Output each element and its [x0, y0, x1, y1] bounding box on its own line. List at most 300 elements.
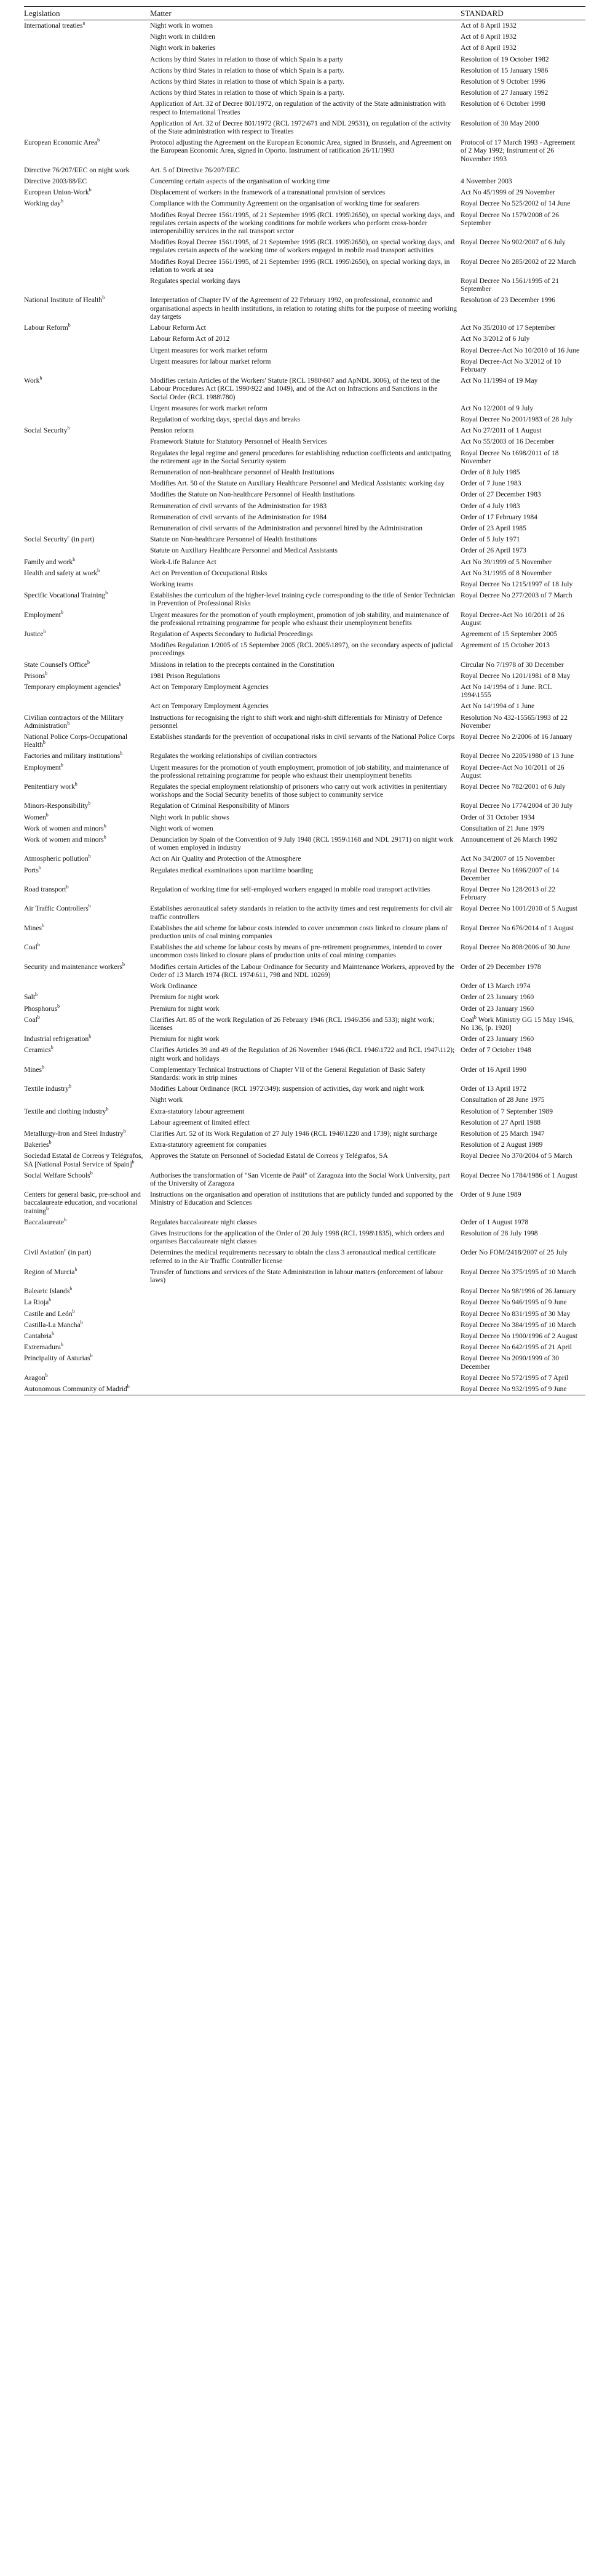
table-body	[24, 20, 585, 1395]
standard-cell: Royal Decree No 277/2003 of 7 March	[461, 591, 572, 600]
matter-cell: Urgent measures for the promotion of youth employment, promotion of job stability, and maintenance of the professional retraining programme for people who exhaust their unemployment benefits	[150, 610, 449, 627]
standard-cell: Resolution of 28 July 1998	[461, 1229, 538, 1237]
legislation-cell	[24, 237, 150, 256]
matter-cell: Concerning certain aspects of the organisation of working time	[150, 177, 330, 186]
footnote-marker: b	[68, 322, 71, 329]
table-row	[24, 322, 585, 333]
standard-cell: Royal Decree No 1774/2004 of 30 July	[461, 802, 573, 810]
footnote-marker: b	[60, 1342, 63, 1348]
legislation-cell	[24, 523, 150, 534]
footnote-marker: b	[52, 1331, 55, 1337]
matter-cell	[150, 1342, 461, 1353]
footnote-marker: b	[74, 781, 77, 788]
standard-cell: Royal Decree No 902/2007 of 6 July	[461, 238, 566, 247]
table-row	[24, 345, 585, 356]
standard-cell: Order of 29 December 1978	[461, 962, 541, 971]
legislation-cell: Security and maintenance workers$^b$	[24, 961, 125, 971]
standard-cell: Act No 11/1994 of 19 May	[461, 377, 538, 385]
legislation-cell	[24, 65, 150, 76]
footnote-marker: b	[103, 834, 106, 840]
legislation-cell: Phosphorus$^b$	[24, 1003, 60, 1013]
matter-cell	[150, 1297, 461, 1308]
legislation-cell: Ports$^b$	[24, 864, 41, 874]
footnote-marker: b	[106, 1106, 109, 1112]
legislation-cell	[24, 512, 150, 523]
footnote-marker: b	[122, 961, 125, 967]
matter-cell: Modifies Art. 50 of the Statute on Auxiliary Healthcare Personnel and Medical Assistants: working day	[150, 479, 445, 488]
standard-cell: Act No 31/1995 of 8 November	[461, 568, 552, 577]
footnote-marker: b	[41, 923, 44, 929]
table-row	[24, 489, 585, 500]
table-row	[24, 853, 585, 864]
standard-cell: Order of 8 July 1985	[461, 468, 520, 476]
table-row	[24, 1247, 585, 1266]
footnote-marker: b	[73, 556, 76, 562]
standard-cell: Order of 9 June 1989	[461, 1190, 521, 1199]
matter-cell: Regulates the special employment relationship of prisoners who carry out work activities in penitentiary workshops and the Social Security benefits of those subject to community service	[150, 783, 448, 799]
standard-cell: Royal Decree No 572/1995 of 7 April	[461, 1373, 569, 1382]
table-row	[24, 276, 585, 295]
standard-cell: Coal$^b$ Work Ministry GG 15 May 1946, No 136, [p. 1920]	[461, 1014, 574, 1032]
table-row	[24, 356, 585, 375]
footnote-marker: b	[45, 1372, 48, 1378]
footnote-marker: b	[69, 1286, 73, 1292]
legislation-cell: Salt$^b$	[24, 992, 38, 1002]
table-row	[24, 1309, 585, 1320]
legislation-cell	[24, 448, 150, 467]
legislation-cell: Temporary employment agencies$^b$	[24, 682, 122, 691]
footnote-marker: b	[88, 853, 91, 859]
matter-cell: Labour Reform Act	[150, 324, 206, 332]
standard-cell: Consultation of 28 June 1975	[461, 1096, 545, 1104]
standard-cell: Resolution of 30 May 2000	[461, 119, 539, 127]
footnote-marker: b	[123, 1128, 126, 1134]
legislation-cell	[24, 478, 150, 489]
matter-cell	[150, 1320, 461, 1331]
matter-cell: Application of Art. 32 of Decree 801/1972, on regulation of the activity of the State administration with respect to International Treaties	[150, 100, 446, 116]
matter-cell: Statute on Non-healthcare Personnel of Health Institutions	[150, 535, 317, 544]
legislation-cell: National Institute of Health$^b$	[24, 295, 105, 305]
matter-cell: Statute on Auxiliary Healthcare Personnel and Medical Assistants	[150, 546, 338, 555]
standard-cell: Royal Decree No 1561/1995 of 21 September	[461, 277, 560, 293]
matter-cell: Labour Reform Act of 2012	[150, 335, 230, 343]
legislation-cell: Working day$^b$	[24, 198, 63, 208]
legislation-cell: Metallurgy-Iron and Steel Industry$^b$	[24, 1128, 126, 1138]
legislation-cell	[24, 276, 150, 295]
table-row	[24, 1297, 585, 1308]
standard-cell: Royal Decree No 1001/2010 of 5 August	[461, 904, 577, 913]
footnote-marker: b	[60, 609, 63, 615]
matter-cell: Regulates special working days	[150, 277, 240, 285]
table-row	[24, 523, 585, 534]
table-row	[24, 962, 585, 981]
table-row	[24, 1106, 585, 1117]
matter-cell: Authorises the transformation of "San Vicente de Paúl" of Zaragoza into the Social Work University, part of the University of Zaragoza	[150, 1171, 450, 1187]
matter-cell: Remuneration of non-healthcare personnel of Health Institutions	[150, 468, 335, 476]
legislation-cell	[24, 42, 150, 54]
legislation-cell: Social Security$^b$	[24, 425, 70, 435]
matter-cell: Protocol adjusting the Agreement on the European Economic Area, signed in Brussels, and Agreement on the European Economic Area, signed in Oporto. Instrument of ratification 26/11/1993	[150, 138, 452, 155]
matter-cell: Clarifies Art. 52 of its Work Regulation of 27 July 1946 (RCL 1946\1220 and 1739); night surcharge	[150, 1129, 438, 1138]
standard-cell: 4 November 2003	[461, 177, 512, 186]
legislation-cell	[24, 356, 150, 375]
footnote-marker: b	[102, 295, 105, 301]
matter-cell	[150, 1286, 461, 1297]
standard-cell: Announcement of 26 March 1992	[461, 835, 558, 844]
legislation-cell: Cantabria$^b$	[24, 1331, 55, 1340]
table-row	[24, 610, 585, 629]
legislation-cell: Castile and León$^b$	[24, 1308, 75, 1318]
matter-cell: Transfer of functions and services of the State Administration in labour matters (enforcement of labour laws)	[150, 1267, 443, 1284]
table-row	[24, 165, 585, 176]
standard-cell: Act No 27/2011 of 1 August	[461, 426, 542, 435]
footnote-marker: b	[132, 1158, 135, 1165]
standard-cell: Act No 14/1994 of 1 June. RCL 1994\1555	[461, 683, 552, 700]
table-row	[24, 1384, 585, 1395]
table-row	[24, 1353, 585, 1372]
legislation-cell: Mines$^b$	[24, 923, 44, 932]
legislation-cell	[24, 31, 150, 42]
table-row	[24, 1083, 585, 1095]
matter-cell: Modifies Royal Decree 1561/1995, of 21 September 1995 (RCL 1995\2650), on special working days, and regulates certain aspects of the working conditions for mobile workers who perform cross-border interoperability services in the rail transport sector	[150, 210, 455, 236]
footnote-marker: b	[97, 567, 100, 573]
legislation-cell: Road transport$^b$	[24, 884, 69, 894]
standard-cell: Act No 14/1994 of 1 June	[461, 702, 535, 711]
matter-cell: Modifies Royal Decree 1561/1995, of 21 September 1995 (RCL 1995\2650), on special working days, and regulates certain aspects of the working time of workers engaged in mobile road transport activities	[150, 238, 455, 255]
footnote-marker: b	[89, 187, 92, 193]
table-row	[24, 1217, 585, 1228]
standard-cell: Resolution of 19 October 1982	[461, 55, 549, 63]
table-row	[24, 682, 585, 701]
table-row	[24, 478, 585, 489]
legislation-cell: Baccalaureate$^b$	[24, 1216, 66, 1226]
standard-cell: Royal Decree No 1201/1981 of 8 May	[461, 671, 571, 680]
table-row	[24, 534, 585, 545]
legislation-cell: Minors-Responsibility$^b$	[24, 800, 91, 810]
footnote-marker: b	[64, 1216, 66, 1222]
legislation-cell: Specific Vocational Training$^b$	[24, 590, 108, 600]
matter-cell: Modifies Labour Ordinance (RCL 1972\349): suspension of activities, day work and night work	[150, 1085, 424, 1093]
table-row	[24, 210, 585, 237]
matter-cell: Displacement of workers in the framework of a transnational provision of services	[150, 188, 386, 197]
matter-cell: Extra-statutory agreement for companies	[150, 1141, 267, 1149]
legislation-cell	[24, 1228, 150, 1247]
legislation-table	[24, 6, 585, 1395]
standard-cell: Royal Decree No 1215/1997 of 18 July	[461, 580, 573, 588]
standard-cell: Resolution of 2 August 1989	[461, 1141, 543, 1149]
standard-cell: Order No FOM/2418/2007 of 25 July	[461, 1248, 568, 1257]
table-row	[24, 42, 585, 54]
table-row	[24, 923, 585, 942]
legislation-cell: Social Welfare Schools$^b$	[24, 1170, 93, 1179]
matter-cell: Night work in bakeries	[150, 44, 216, 52]
legislation-cell: Women$^b$	[24, 811, 49, 821]
standard-cell: Royal Decree No 128/2013 of 22 February	[461, 885, 556, 902]
matter-cell: Instructions on the organisation and operation of institutions that are publicly funded and supported by the Ministry of Education and Sciences	[150, 1190, 453, 1207]
standard-cell: Order of 27 December 1983	[461, 490, 541, 499]
standard-cell: Protocol of 17 March 1993 - Agreement of 2 May 1992; Instrument of 26 November 1993	[461, 138, 576, 163]
legislation-cell: Castilla-La Mancha$^b$	[24, 1319, 83, 1329]
table-row	[24, 176, 585, 187]
standard-cell: Order of 13 March 1974	[461, 982, 531, 991]
footnote-marker: b	[43, 629, 46, 635]
legislation-cell: Mines$^b$	[24, 1064, 44, 1074]
legislation-cell: Civil Aviation$^c$ (in part)	[24, 1247, 92, 1257]
legislation-cell	[24, 76, 150, 87]
footnote-marker: b	[66, 884, 69, 890]
legislation-cell	[24, 1095, 150, 1106]
matter-cell: Establishes standards for the prevention of occupational risks in civil servants of the National Police Corps	[150, 733, 455, 741]
table-row	[24, 812, 585, 823]
matter-cell: Work-Life Balance Act	[150, 557, 216, 566]
matter-cell: Gives Instructions for the application of the Order of 20 July 1998 (RCL 1998\1835), which orders and organises Baccalaureate night classes	[150, 1229, 445, 1246]
standard-cell: Act No 35/2010 of 17 September	[461, 324, 556, 332]
footnote-marker: b	[88, 800, 91, 807]
footnote-marker: b	[60, 198, 63, 204]
table-row	[24, 87, 585, 98]
table-row	[24, 237, 585, 256]
matter-cell: Modifies Royal Decree 1561/1995, of 21 September 1995 (RCL 1995\2650), on special working days, in relation to work at sea	[150, 257, 450, 274]
matter-cell	[150, 1384, 461, 1395]
standard-cell: Order of 7 June 1983	[461, 479, 521, 488]
legislation-cell	[24, 118, 150, 137]
table-row	[24, 671, 585, 682]
legislation-cell: Principality of Asturias$^b$	[24, 1353, 93, 1363]
table-row	[24, 579, 585, 590]
standard-cell: Act of 8 April 1932	[461, 33, 517, 41]
matter-cell: Remuneration of civil servants of the Administration for 1983	[150, 501, 327, 510]
matter-cell: Remuneration of civil servants of the Administration and personnel hired by the Administration	[150, 524, 423, 532]
table-row	[24, 31, 585, 42]
footnote-marker: b	[45, 670, 48, 676]
table-row	[24, 557, 585, 568]
matter-cell: Act on Prevention of Occupational Risks	[150, 568, 267, 577]
legislation-cell	[24, 501, 150, 512]
footnote-marker: b	[74, 1266, 77, 1272]
legislation-cell	[24, 489, 150, 500]
standard-cell: Royal Decree No 525/2002 of 14 June	[461, 199, 571, 208]
footnote-marker: b	[49, 1139, 52, 1146]
standard-cell: Order of 13 April 1972	[461, 1085, 526, 1093]
footnote-marker: b	[67, 425, 70, 431]
standard-cell: Royal Decree No 384/1995 of 10 March	[461, 1320, 576, 1329]
standard-cell: Act of 8 April 1932	[461, 44, 517, 52]
table-row	[24, 865, 585, 884]
legislation-cell: Coal$^b$	[24, 942, 40, 952]
matter-cell: Clarifies Articles 39 and 49 of the Regulation of 26 November 1946 (RCL 1946\1722 and RCL 1947\112); night work and holidays	[150, 1046, 455, 1063]
table-row	[24, 118, 585, 137]
legislation-cell: Factories and military institutions$^b$	[24, 751, 123, 760]
matter-cell: Act on Temporary Employment Agencies	[150, 702, 269, 711]
table-row	[24, 751, 585, 762]
standard-cell: Royal Decree No 2001/1983 of 28 July	[461, 415, 573, 423]
table-row	[24, 1015, 585, 1034]
footnote-marker: b	[120, 751, 123, 757]
legislation-cell: Directive 76/207/EEC on night work	[24, 165, 130, 174]
standard-cell: Agreement of 15 September 2005	[461, 629, 558, 638]
table-row	[24, 660, 585, 671]
footnote-marker: b	[42, 740, 46, 746]
matter-cell: Modifies certain Articles of the Workers' Statute (RCL 1980\607 and ApNDL 3006), of the text of the Labour Procedures Act (RCL 1990\922 and 1049), and of the Act on Infractions and Sanctions in the Social Order (RCL 1988\780)	[150, 377, 440, 401]
standard-cell: Resolution of 27 April 1988	[461, 1118, 541, 1127]
table-row	[24, 20, 585, 32]
footnote-marker: b	[35, 992, 38, 998]
standard-cell: Resolution of 6 October 1998	[461, 100, 545, 108]
legislation-cell: Health and safety at work$^b$	[24, 567, 100, 577]
legislation-cell: National Police Corps-Occupational Health$^b$	[24, 733, 128, 749]
standard-cell: Royal Decree No 831/1995 of 30 May	[461, 1309, 571, 1318]
standard-cell: Royal Decree No 1784/1986 of 1 August	[461, 1171, 577, 1179]
matter-cell: Actions by third States in relation to those of which Spain is a party.	[150, 66, 345, 74]
footnote-marker: b	[67, 720, 70, 726]
standard-cell: Royal Decree No 2205/1980 of 13 June	[461, 752, 574, 760]
legislation-cell: Penitentiary work$^b$	[24, 781, 77, 791]
footnote-marker: b	[37, 1014, 40, 1020]
footnote-marker: b	[72, 1308, 75, 1314]
legislation-cell	[24, 579, 150, 590]
matter-cell: Establishes the aid scheme for labour costs intended to cover uncommon costs linked to closure plans of production units of coal mining companies	[150, 923, 448, 941]
standard-cell: Circular No 7/1978 of 30 December	[461, 660, 564, 669]
footnote-marker: c	[67, 534, 70, 540]
matter-cell: Working teams	[150, 580, 194, 588]
standard-cell: Order of 31 October 1934	[461, 813, 535, 821]
matter-cell: Missions in relation to the precepts contained in the Constitution	[150, 660, 335, 669]
matter-cell: Denunciation by Spain of the Convention of 9 July 1948 (RCL 1959\1168 and NDL 29171) on night work of women employed in industry	[150, 835, 454, 852]
table-row	[24, 1320, 585, 1331]
table-row	[24, 414, 585, 425]
table-row	[24, 1139, 585, 1150]
matter-cell: Premium for night work	[150, 993, 220, 1002]
table-row	[24, 981, 585, 992]
footnote-marker: b	[473, 1014, 477, 1020]
legislation-table-container	[24, 6, 585, 1395]
matter-cell: Compliance with the Community Agreement on the organisation of working time for seafarers	[150, 199, 420, 208]
legislation-cell: Work of women and minors$^b$	[24, 823, 106, 832]
standard-cell: Order of 4 July 1983	[461, 501, 520, 510]
legislation-cell	[24, 545, 150, 556]
matter-cell	[150, 1331, 461, 1342]
standard-cell: Royal Decree No 98/1996 of 26 January	[461, 1287, 576, 1296]
standard-cell: Resolution of 15 January 1986	[461, 66, 549, 74]
matter-cell: Regulation of working days, special days and breaks	[150, 415, 301, 423]
legislation-cell: Bakeries$^b$	[24, 1139, 52, 1149]
legislation-cell: Employment$^b$	[24, 762, 63, 772]
table-row	[24, 54, 585, 65]
legislation-cell: Work$^b$	[24, 375, 42, 385]
footnote-marker: b	[37, 942, 40, 948]
legislation-cell	[24, 54, 150, 65]
table-row	[24, 198, 585, 209]
legislation-cell: Region of Murcia$^b$	[24, 1266, 77, 1276]
standard-cell	[461, 165, 585, 176]
standard-cell: Royal Decree No 2/2006 of 16 January	[461, 733, 572, 741]
standard-cell: Royal Decree No 1698/2011 of 18 November	[461, 449, 559, 465]
table-row	[24, 375, 585, 403]
footnote-marker: b	[97, 137, 100, 143]
standard-cell: Resolution of 9 October 1996	[461, 78, 545, 86]
legislation-cell: Atmospheric pollution$^b$	[24, 853, 91, 863]
standard-cell: Order of 17 February 1984	[461, 512, 537, 521]
standard-cell: Order of 7 October 1948	[461, 1046, 531, 1055]
standard-cell: Order of 23 January 1960	[461, 993, 534, 1002]
footnote-marker: b	[103, 823, 106, 829]
matter-cell: Establishes aeronautical safety standards in relation to the activity times and rest requirements for civil air traffic controllers	[150, 904, 453, 921]
standard-cell: Resolution of 23 December 1996	[461, 296, 555, 305]
standard-cell: Act No 55/2003 of 16 December	[461, 437, 555, 446]
standard-cell: Order of 16 April 1990	[461, 1065, 526, 1074]
legislation-cell: Textile and clothing industry$^b$	[24, 1106, 109, 1115]
matter-cell: Night work	[150, 1096, 183, 1104]
standard-cell: Resolution of 7 September 1989	[461, 1107, 553, 1115]
footnote-marker: b	[87, 659, 90, 665]
matter-cell: Modifies certain Articles of the Labour Ordinance for Security and Maintenance Workers, approved by the Order of 13 March 1974 (RCL 1974\611, 798 and NDL 10269)	[150, 962, 454, 979]
matter-cell: Approves the Statute on Personnel of Sociedad Estatal de Correos y Telégrafos, SA	[150, 1152, 388, 1160]
matter-cell: Act on Air Quality and Protection of the Atmosphere	[150, 855, 301, 863]
legislation-cell	[24, 414, 150, 425]
standard-cell: Royal Decree No 642/1995 of 21 April	[461, 1343, 572, 1352]
matter-cell: Urgent measures for work market reform	[150, 346, 267, 354]
table-row	[24, 1267, 585, 1286]
table-header-row	[24, 7, 585, 20]
matter-cell: Regulates medical examinations upon maritime boarding	[150, 866, 313, 874]
footnote-marker: b	[90, 1170, 93, 1176]
footnote-marker: b	[46, 811, 49, 818]
footnote-marker: b	[38, 864, 41, 871]
table-row	[24, 781, 585, 800]
table-row	[24, 1170, 585, 1189]
standard-cell: Order of 23 April 1985	[461, 524, 526, 532]
matter-cell: Act on Temporary Employment Agencies	[150, 683, 269, 691]
standard-cell: Act No 39/1999 of 5 November	[461, 557, 552, 566]
legislation-cell: Industrial refrigeration$^b$	[24, 1034, 92, 1043]
standard-cell: Royal Decree No 285/2002 of 22 March	[461, 257, 576, 266]
table-row	[24, 1342, 585, 1353]
table-row	[24, 1150, 585, 1170]
legislation-cell	[24, 640, 150, 659]
matter-cell: Premium for night work	[150, 1035, 220, 1043]
matter-cell: Night work in women	[150, 22, 213, 30]
footnote-marker: b	[39, 375, 42, 381]
standard-cell: Order of 26 April 1973	[461, 546, 526, 555]
table-row	[24, 903, 585, 922]
table-row	[24, 1189, 585, 1217]
legislation-cell	[24, 981, 150, 992]
matter-cell: Determines the medical requirements necessary to obtain the class 3 aeronautical medical certificate referred to in the Air Traffic Controller license	[150, 1248, 436, 1265]
legislation-cell: Work of women and minors$^b$	[24, 834, 106, 844]
standard-cell: Royal Decree-Act No 10/2011 of 26 August	[461, 610, 564, 627]
matter-cell: Regulation of Criminal Responsibility of Minors	[150, 802, 290, 810]
standard-cell: Act No 45/1999 of 29 November	[461, 188, 555, 197]
matter-cell: Work Ordinance	[150, 982, 197, 991]
matter-cell: Night work of women	[150, 824, 213, 832]
footnote-marker: b	[68, 1083, 71, 1090]
matter-cell: Premium for night work	[150, 1004, 220, 1013]
standard-cell: Royal Decree No 782/2001 of 6 July	[461, 783, 566, 791]
standard-cell: Royal Decree No 1579/2008 of 26 September	[461, 210, 560, 227]
standard-cell: Royal Decree No 932/1995 of 9 June	[461, 1384, 585, 1395]
legislation-cell: Sociedad Estatal de Correos y Telégrafos, SA [National Postal Service of Spain]$^b$	[24, 1152, 143, 1168]
footnote-marker: b	[88, 903, 91, 909]
legislation-cell: Directive 2003/88/EC	[24, 177, 87, 186]
legislation-cell: Family and work$^b$	[24, 556, 76, 566]
legislation-cell: Coal$^b$	[24, 1014, 40, 1024]
standard-cell: Order of 23 January 1960	[461, 1004, 534, 1013]
standard-cell: Royal Decree No 676/2014 of 1 August	[461, 923, 574, 932]
matter-cell: Establishes the curriculum of the higher-level training cycle corresponding to the title of Senior Technician in Prevention of Professional Risks	[150, 591, 455, 608]
legislation-cell: Centers for general basic, pre-school and baccalaureate education, and vocational training$^b$	[24, 1190, 141, 1215]
matter-cell: Framework Statute for Statutory Personnel of Health Services	[150, 437, 327, 446]
table-row	[24, 187, 585, 198]
